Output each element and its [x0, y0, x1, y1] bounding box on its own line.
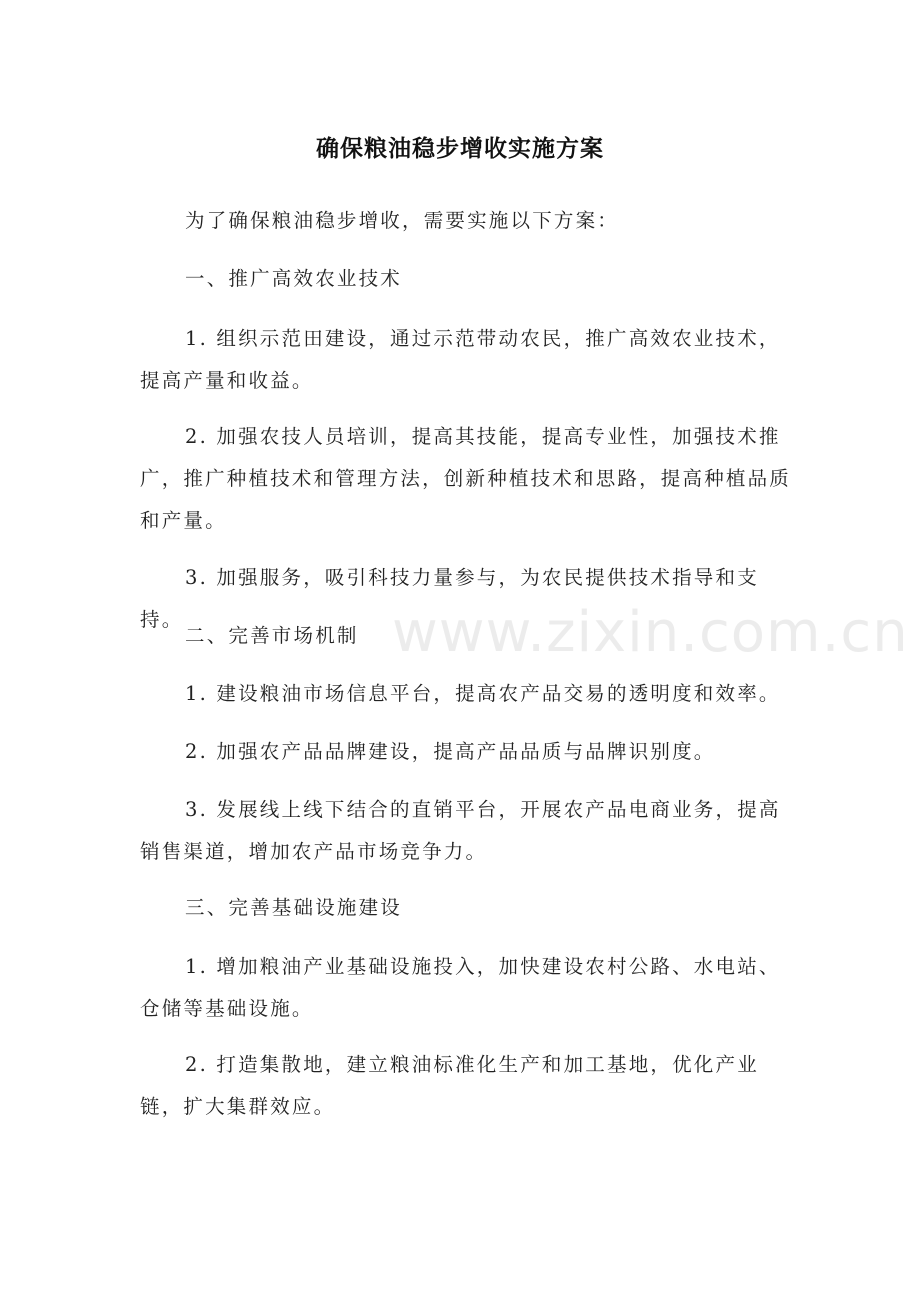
watermark: www.zixin.com.cn	[392, 600, 909, 665]
section-2-item-3: 3. 发展线上线下结合的直销平台，开展农产品电商业务，提高销售渠道，增加农产品市场竞争力。	[140, 798, 781, 863]
section-3-item-2: 2. 打造集散地，建立粮油标准化生产和加工基地，优化产业链，扩大集群效应。	[140, 1053, 759, 1118]
document-title: 确保粮油稳步增收实施方案	[316, 136, 604, 162]
intro-paragraph: 为了确保粮油稳步增收，需要实施以下方案：	[185, 209, 620, 232]
section-3-heading: 三、完善基础设施建设	[185, 896, 403, 919]
section-1-heading: 一、推广高效农业技术	[185, 267, 403, 290]
section-2-item-1: 1. 建设粮油市场信息平台，提高农产品交易的透明度和效率。	[185, 682, 781, 705]
section-1-item-1: 1. 组织示范田建设，通过示范带动农民，推广高效农业技术，提高产量和收益。	[140, 327, 781, 392]
section-3-item-1: 1. 增加粮油产业基础设施投入，加快建设农村公路、水电站、仓储等基础设施。	[140, 955, 781, 1020]
section-1-item-2: 2. 加强农技人员培训，提高其技能，提高专业性，加强技术推广，推广种植技术和管理方法，创新种植技术和思路，提高种植品质和产量。	[140, 425, 792, 532]
section-1-item-3: 3. 加强服务，吸引科技力量参与，为农民提供技术指导和支持。	[140, 566, 759, 631]
section-2-item-2: 2. 加强农产品品牌建设，提高产品品质与品牌识别度。	[185, 740, 716, 763]
section-2-heading: 二、完善市场机制	[185, 624, 359, 647]
